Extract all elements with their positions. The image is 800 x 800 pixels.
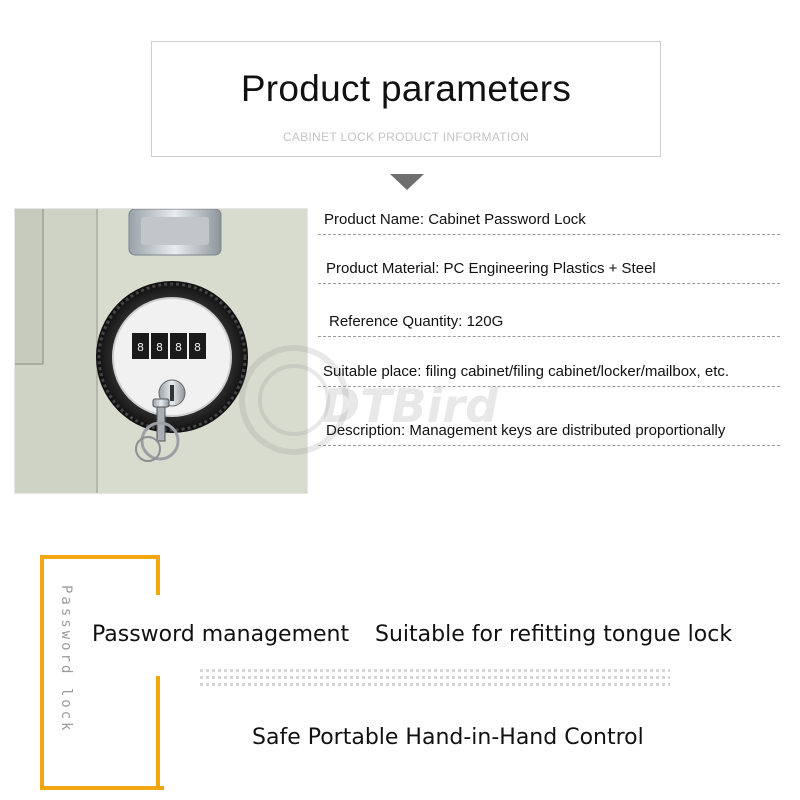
spec-text: Suitable place: filing cabinet/filing cabinet/locker/mailbox, etc. xyxy=(323,363,730,380)
spec-text: Product Name: Cabinet Password Lock xyxy=(324,211,586,228)
dial-digit: 8 xyxy=(194,341,201,354)
product-photo xyxy=(14,208,308,494)
down-arrow-icon xyxy=(390,174,424,190)
orange-bracket-right xyxy=(156,676,160,790)
dial-digit: 8 xyxy=(175,341,182,354)
spec-text: Reference Quantity: 120G xyxy=(329,313,504,330)
spec-row xyxy=(318,300,780,337)
spec-row xyxy=(318,198,780,235)
orange-bracket-bottom xyxy=(40,786,164,790)
watermark-text: DTBird xyxy=(322,379,499,433)
spec-row xyxy=(318,350,780,387)
cabinet-lock-photo-icon xyxy=(15,209,308,494)
dial-digit: 8 xyxy=(156,341,163,354)
page-subtitle: CABINET LOCK PRODUCT INFORMATION xyxy=(282,130,530,144)
spec-text: Product Material: PC Engineering Plastics + Steel xyxy=(326,260,656,277)
fine-print-decoration xyxy=(200,669,670,691)
spec-row xyxy=(318,409,780,446)
spec-row xyxy=(318,247,780,284)
page-title: Product parameters xyxy=(240,68,572,109)
orange-bracket-left xyxy=(40,595,44,790)
feature-bottom: Safe Portable Hand-in-Hand Control xyxy=(252,725,644,750)
feature-right: Suitable for refitting tongue lock xyxy=(375,622,733,647)
vertical-label: Password lock xyxy=(58,585,74,734)
feature-left: Password management xyxy=(92,622,350,647)
title-box xyxy=(151,41,661,157)
spec-text: Description: Management keys are distributed proportionally xyxy=(326,422,726,439)
dial-digit: 8 xyxy=(137,341,144,354)
